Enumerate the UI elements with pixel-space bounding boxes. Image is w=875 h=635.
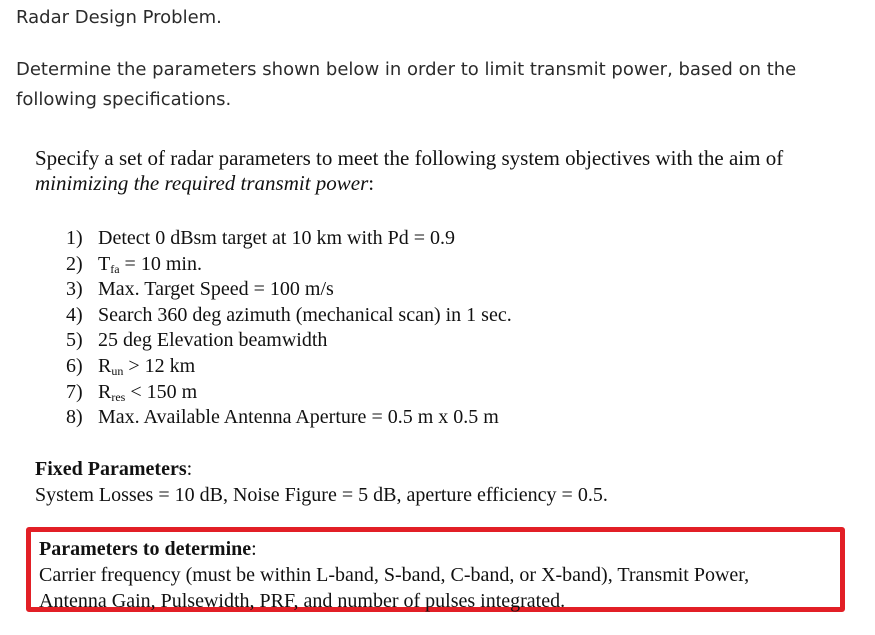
objective-item: 7) $R_{res} < 150$ m <box>66 380 198 404</box>
fixed-parameters: Fixed Parameters: System Losses = 10 dB, Noise Figure = 5 dB, aperture efficiency = 0.5. <box>35 458 608 506</box>
determine-line-2: Antenna Gain, Pulsewidth, PRF, and number of pulses integrated. <box>39 590 566 612</box>
objective-item: 3) Max. Target Speed = 100 m/s <box>66 278 334 301</box>
fixed-heading: Fixed Parameters <box>35 458 187 480</box>
objective-item: 2) $T_{fa} = 10$ min. <box>66 252 202 276</box>
determine-line-1: Carrier frequency (must be within L-band, S-band, C-band, or X-band), Transmit Power, <box>39 564 750 586</box>
objectives-list <box>66 226 512 431</box>
problem-statement-image <box>14 130 864 630</box>
post-title: Radar Design Problem. <box>16 7 222 28</box>
fixed-text: System Losses = 10 dB, Noise Figure = 5 dB, aperture efficiency = 0.5. <box>35 484 608 506</box>
determine-heading: Parameters to determine <box>39 538 252 560</box>
objective-item: 5) 25 deg Elevation beamwidth <box>66 329 328 352</box>
lead-paragraph: Specify a set of radar parameters to meet the following system objectives with the aim of minimizing the required transmit power: <box>35 146 784 195</box>
lead-emphasis: minimizing the required transmit power <box>35 171 369 195</box>
post-intro: Determine the parameters shown below in order to limit transmit power, based on the following specifications. <box>16 59 797 110</box>
lead-text: Specify a set of radar parameters to meet the following system objectives with the aim of <box>35 146 784 170</box>
objective-item: 8) Max. Available Antenna Aperture = 0.5 m x 0.5 m <box>66 406 499 429</box>
determine-highlight-box: Parameters to determine: Carrier frequency (must be within L-band, S-band, C-band, or X-band), Transmit Power, Antenna Gain, Pulsewidth, PRF, and number of pulses integrated. <box>26 527 845 612</box>
objective-item: 4) Search 360 deg azimuth (mechanical scan) in 1 sec. <box>66 303 512 326</box>
objective-item: 6) $R_{un} > 12$ km <box>66 354 196 378</box>
objective-item: 1) Detect 0 dBsm target at 10 km with Pd = 0.9 <box>66 227 455 249</box>
